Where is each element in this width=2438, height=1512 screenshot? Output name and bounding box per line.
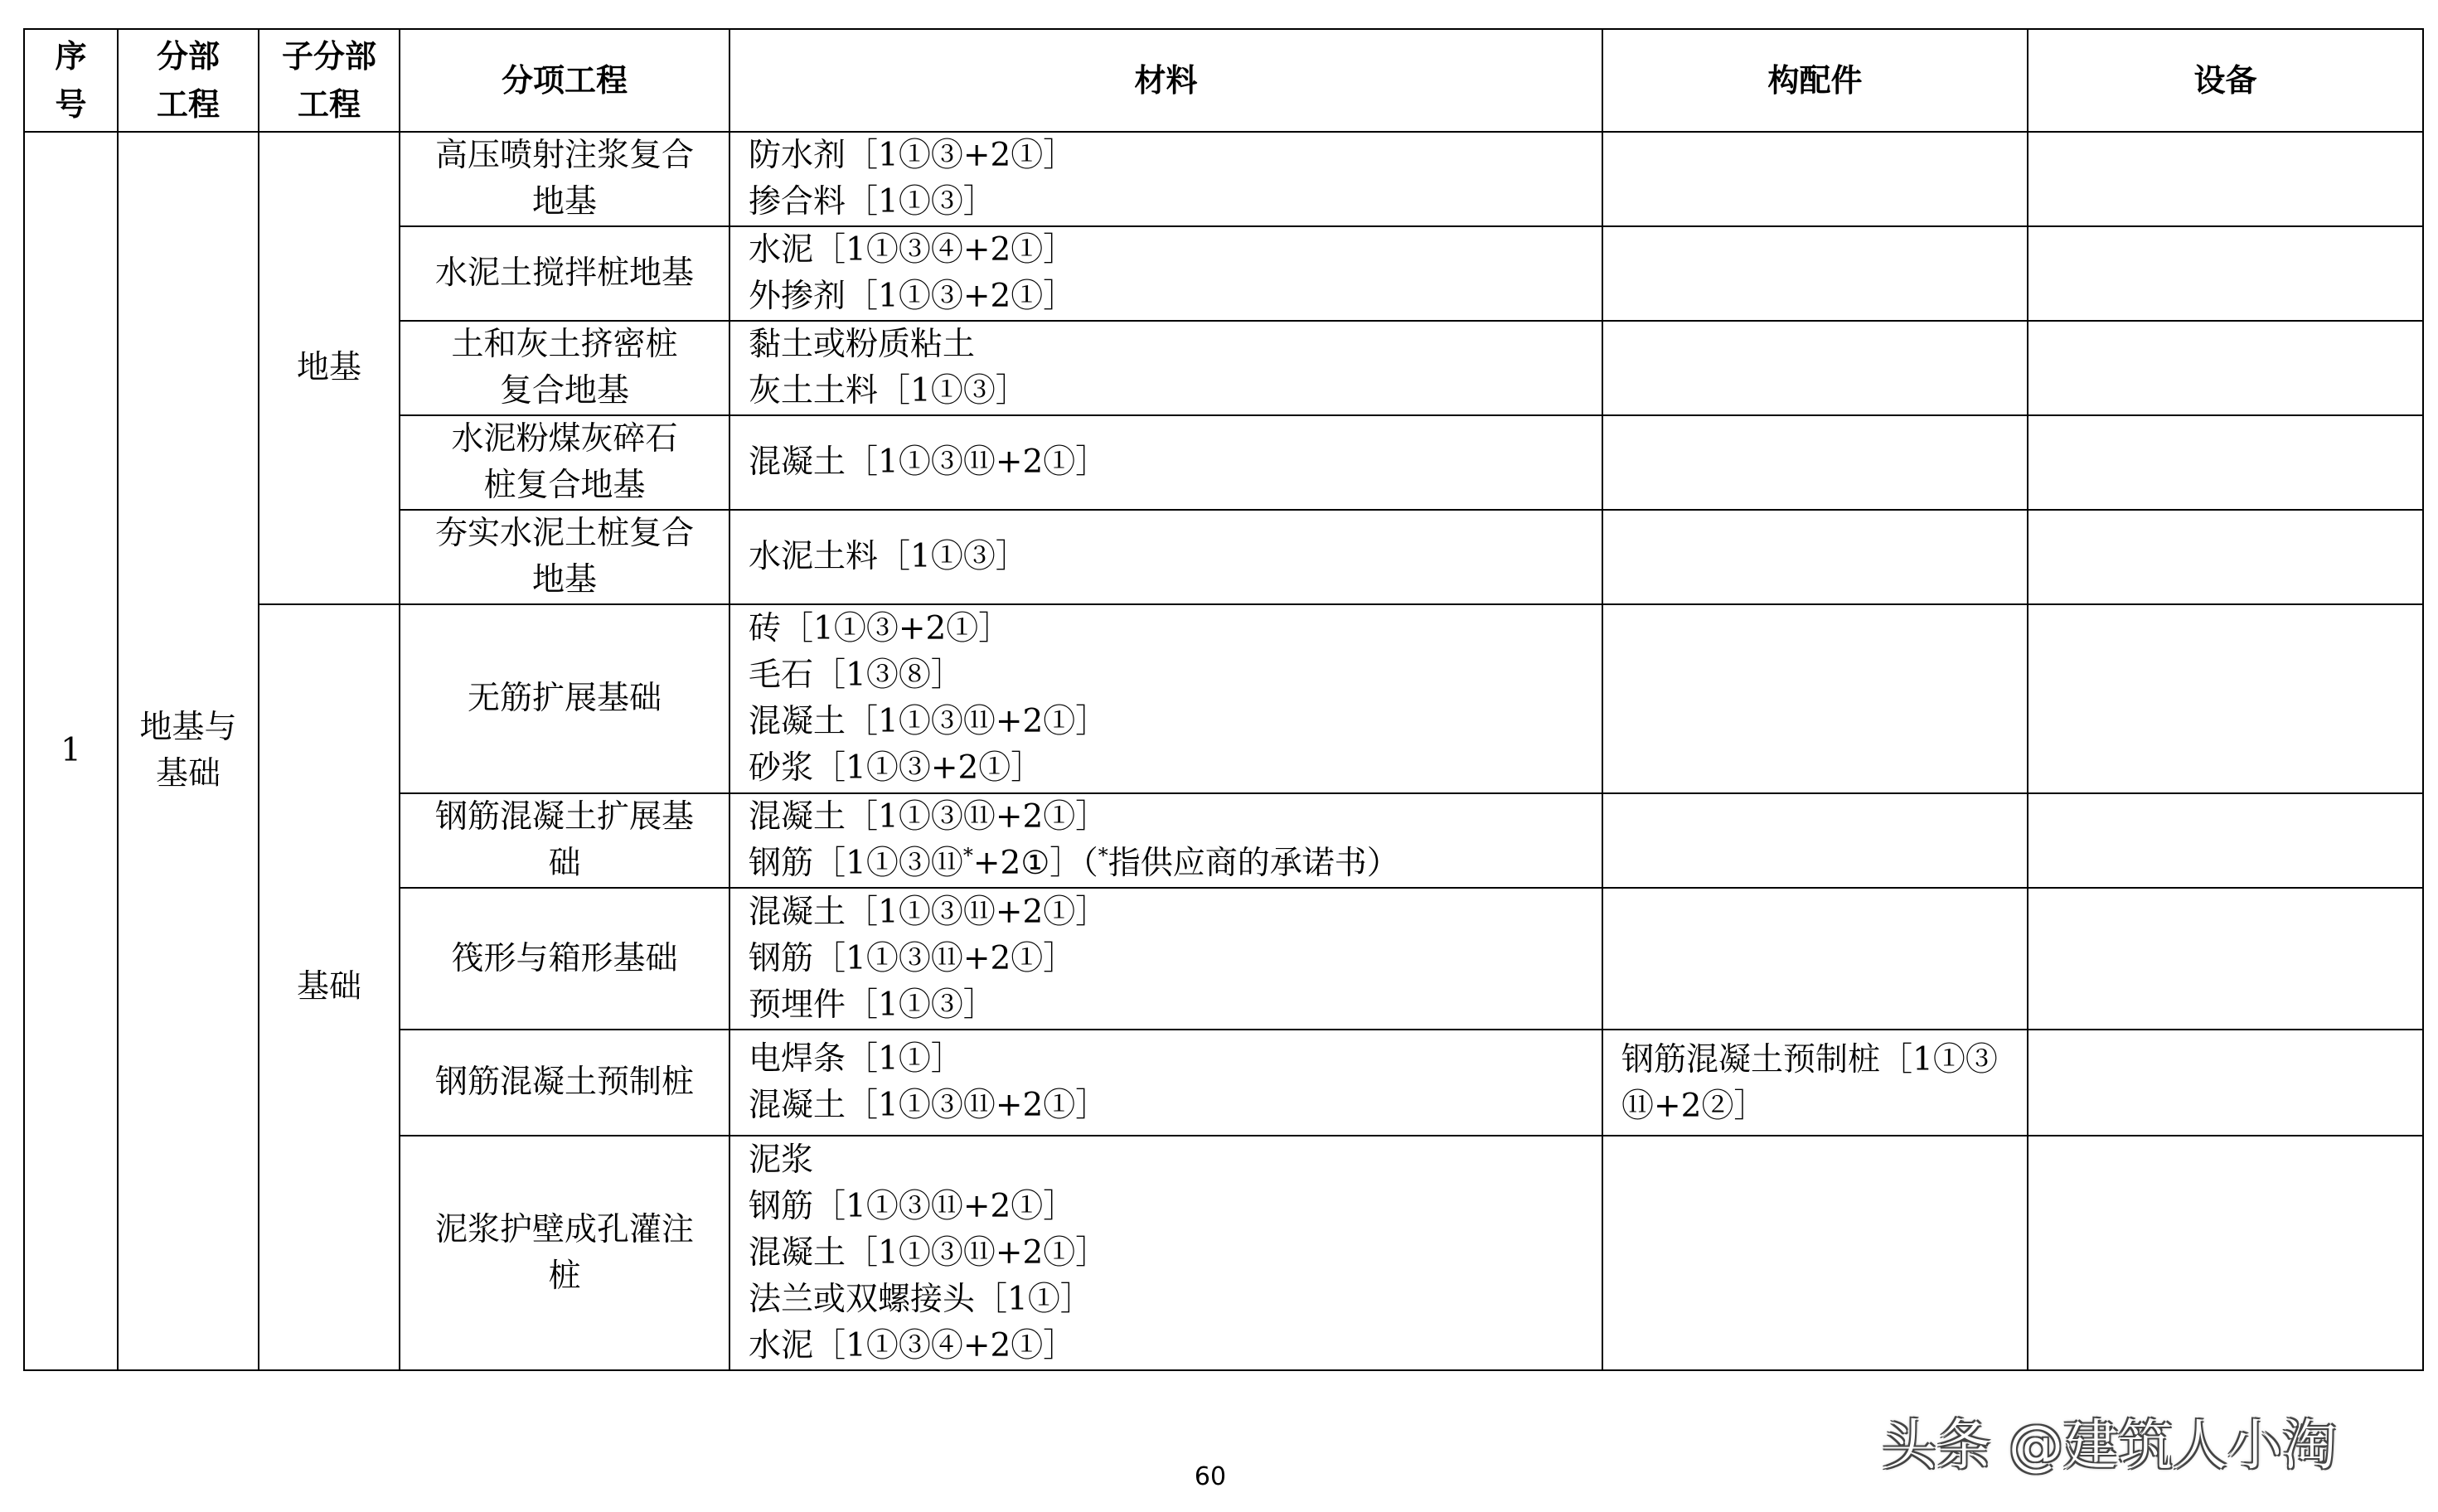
materials-cell: 水泥土料［1①③］	[729, 510, 1602, 604]
subdivision-cell-foundation: 基础	[259, 604, 400, 1370]
equipment-cell	[2028, 793, 2423, 888]
components-cell: 钢筋混凝土预制桩［1①③ ⑪+2②］	[1602, 1030, 2028, 1136]
equipment-cell	[2028, 321, 2423, 415]
equipment-cell	[2028, 888, 2423, 1030]
components-cell	[1602, 1136, 2028, 1370]
materials-cell: 防水剂［1①③+2①］ 掺合料［1①③］	[729, 132, 1602, 226]
header-seq: 序号	[24, 29, 118, 132]
item-cell: 泥浆护壁成孔灌注桩	[400, 1136, 729, 1370]
table-row	[24, 132, 2423, 226]
components-cell	[1602, 793, 2028, 888]
materials-cell: 混凝土［1①③⑪+2①］ 钢筋［1①③⑪+2①］ 预埋件［1①③］	[729, 888, 1602, 1030]
header-equipment: 设备	[2028, 29, 2423, 132]
table-row	[24, 604, 2423, 793]
materials-cell: 水泥［1①③④+2①］ 外掺剂［1①③+2①］	[729, 226, 1602, 321]
materials-cell: 黏土或粉质粘土 灰土土料［1①③］	[729, 321, 1602, 415]
subdivision-cell-foundation-base: 地基	[259, 132, 400, 604]
components-cell	[1602, 888, 2028, 1030]
item-cell: 钢筋混凝土扩展基础	[400, 793, 729, 888]
item-cell: 无筋扩展基础	[400, 604, 729, 793]
components-cell	[1602, 510, 2028, 604]
materials-cell: 电焊条［1①］ 混凝土［1①③⑪+2①］	[729, 1030, 1602, 1136]
item-cell: 夯实水泥土桩复合地基	[400, 510, 729, 604]
item-cell: 高压喷射注浆复合地基	[400, 132, 729, 226]
header-item: 分项工程	[400, 29, 729, 132]
materials-cell: 混凝土［1①③⑪+2①］	[729, 415, 1602, 510]
item-cell: 水泥土搅拌桩地基	[400, 226, 729, 321]
equipment-cell	[2028, 1136, 2423, 1370]
footnote-mark: *	[962, 844, 973, 867]
equipment-cell	[2028, 1030, 2423, 1136]
components-cell	[1602, 226, 2028, 321]
page-number: 60	[1194, 1462, 1227, 1491]
seq-cell: 1	[24, 132, 118, 1370]
header-division: 分部工程	[118, 29, 259, 132]
components-cell	[1602, 321, 2028, 415]
item-cell: 土和灰土挤密桩复合地基	[400, 321, 729, 415]
materials-cell: 混凝土［1①③⑪+2①］ 钢筋［1①③⑪*+2①］（*指供应商的承诺书）	[729, 793, 1602, 888]
components-cell	[1602, 604, 2028, 793]
item-cell: 钢筋混凝土预制桩	[400, 1030, 729, 1136]
equipment-cell	[2028, 510, 2423, 604]
equipment-cell	[2028, 132, 2423, 226]
watermark-text: 头条 @建筑人小淘	[1882, 1413, 2337, 1477]
materials-cell: 砖［1①③+2①］ 毛石［1③⑧］ 混凝土［1①③⑪+2①］ 砂浆［1①③+2①］	[729, 604, 1602, 793]
item-cell: 水泥粉煤灰碎石桩复合地基	[400, 415, 729, 510]
header-subdivision: 子分部工程	[259, 29, 400, 132]
equipment-cell	[2028, 415, 2423, 510]
header-materials: 材料	[729, 29, 1602, 132]
header-components: 构配件	[1602, 29, 2028, 132]
materials-table	[23, 28, 2424, 1371]
materials-cell: 泥浆 钢筋［1①③⑪+2①］ 混凝土［1①③⑪+2①］ 法兰或双螺接头［1①］ 水泥［1①③④+2①］	[729, 1136, 1602, 1370]
equipment-cell	[2028, 604, 2423, 793]
division-cell: 地基与基础	[118, 132, 259, 1370]
components-cell	[1602, 132, 2028, 226]
equipment-cell	[2028, 226, 2423, 321]
item-cell: 筏形与箱形基础	[400, 888, 729, 1030]
header-row	[24, 29, 2423, 132]
footnote-mark: *	[1098, 844, 1108, 867]
components-cell	[1602, 415, 2028, 510]
